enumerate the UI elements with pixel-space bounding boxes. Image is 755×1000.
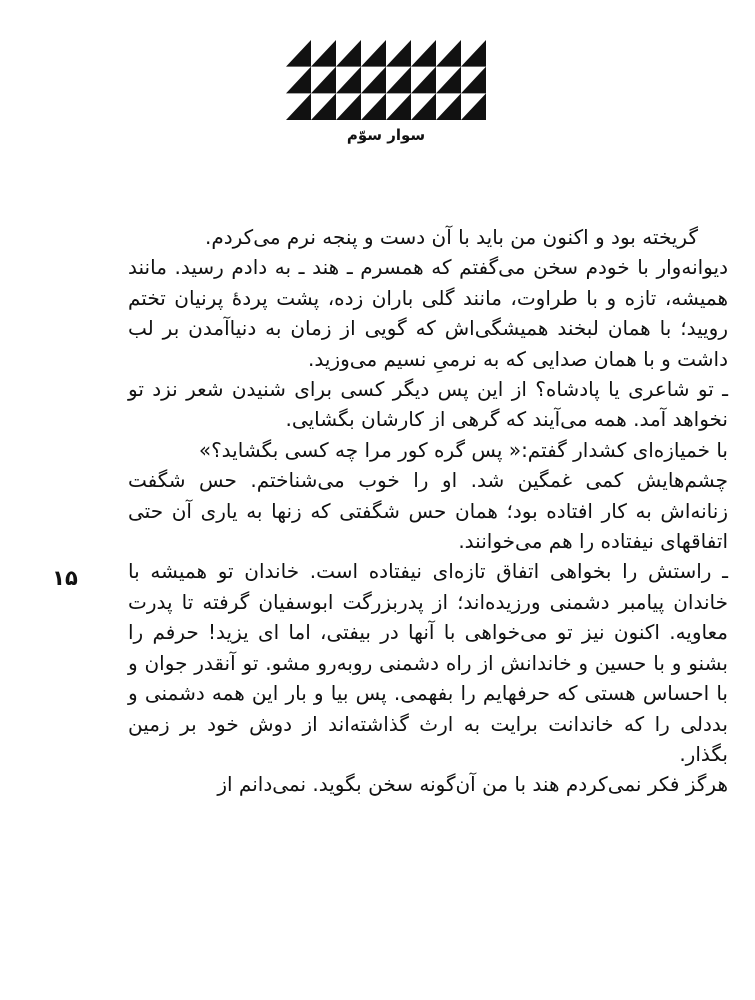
ornament-triangle [411,67,436,94]
ornament-triangle [361,93,386,120]
ornament-triangle [436,93,461,120]
ornament-triangle [436,40,461,67]
ornament-triangle [386,93,411,120]
ornament-triangle [311,40,336,67]
paragraph: ـ راستش را بخواهی اتفاق تازه‌ای نیفتاده است. خاندان تو همیشه با خاندان پیامبر دشمنی ورزیده‌اند؛ از پدربزرگت ابوسفیان گرفته تا پدرت معاویه. اکنون نیز تو می‌خواهی با آنها در بیفتی، اما ای یزید! حرفم را بشنو و با حسین و خاندانش از راه دشمنی روبه‌رو مشو. تو آنقدر جوان و با احساس هستی که حرفهایم را بفهمی. پس بیا و بار این همه دشمنی و بددلی را که خاندانت برایت به ارث گذاشته‌اند از دوش خود بر زمین بگذار. [128,559,728,766]
triangle-ornament-icon [286,40,486,120]
ornament-triangle [411,40,436,67]
ornament-triangle [461,93,486,120]
chapter-title: سوار سوّم [346,126,426,144]
ornament-triangle [361,67,386,94]
paragraph: با خمیازه‌ای کشدار گفتم:« پس گره کور مرا چه کسی بگشاید؟» [198,437,728,462]
ornament-triangle [311,93,336,120]
ornament-triangle [386,67,411,94]
paragraph: دیوانه‌وار با خودم سخن می‌گفتم که همسرم ـ هند ـ به دادم رسید. مانند همیشه، تازه و با طراوت، مانند گلی باران زده، پشت پردهٔ پرنیان تختم رویید؛ با همان لبخند همیشگی‌اش که گویی از زمان به دنیاآمدن بر لب داشت و با همان صدایی که به نرمیِ نسیم می‌وزید. [128,255,728,371]
ornament-triangle [286,93,311,120]
ornament-triangle [461,40,486,67]
ornament-triangle [336,67,361,94]
ornament-triangle [386,40,411,67]
ornament-triangle [336,40,361,67]
paragraph: هرگز فکر نمی‌کردم هند با من آن‌گونه سخن بگوید. نمی‌دانم از [217,772,728,797]
paragraph: ـ تو شاعری یا پادشاه؟ از این پس دیگر کسی برای شنیدن شعر نزد تو نخواهد آمد. همه می‌آیند که گرهی از کارشان بگشایی. [128,377,728,432]
paragraph: چشم‌هایش کمی غمگین شد. او را خوب می‌شناختم. حس شگفت زنانه‌اش به کار افتاده بود؛ همان حس شگفتی که زنها به یاری آن حتی اتفاقهای نیفتاده را هم می‌خوانند. [128,468,728,554]
ornament-triangle [461,67,486,94]
ornament-triangle [336,93,361,120]
paragraph: گریخته بود و اکنون من باید با آن دست و پنجه نرم می‌کردم. [204,225,698,249]
ornament-triangle [436,67,461,94]
ornament-triangle [286,40,311,67]
ornament-triangle [411,93,436,120]
ornament-triangle [311,67,336,94]
page-number: ۱۵ [52,566,78,590]
ornament-triangle [286,67,311,94]
body-text [128,222,728,800]
ornament-triangle [361,40,386,67]
